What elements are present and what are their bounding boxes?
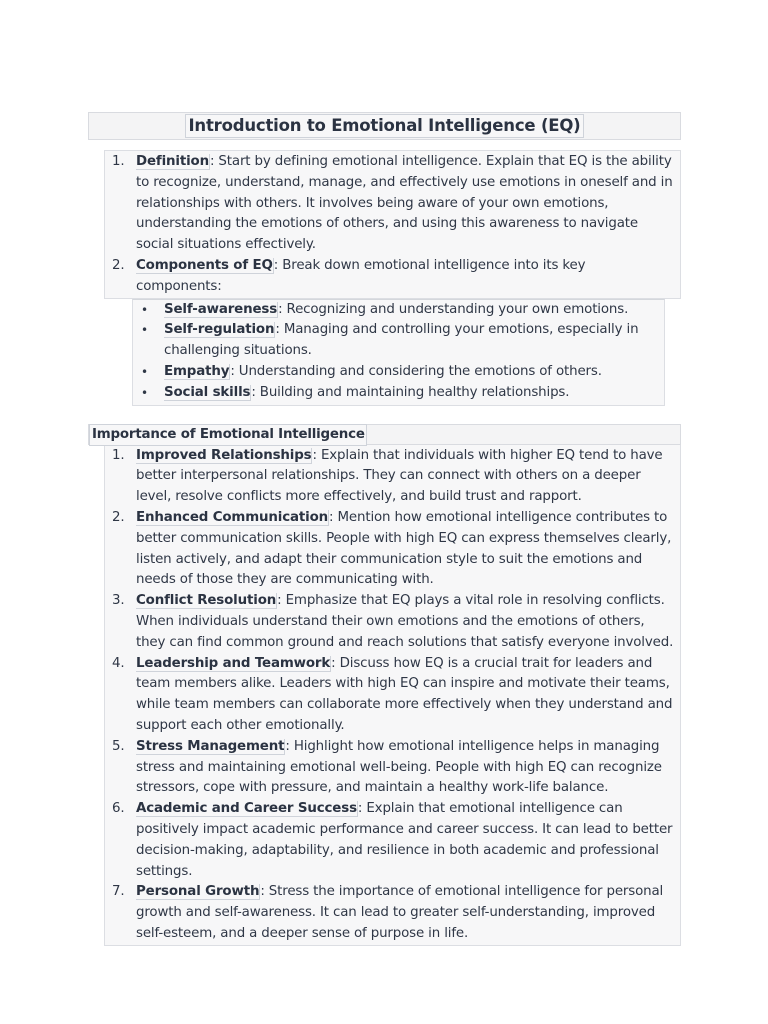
list-number: 4. <box>112 655 125 671</box>
list-number: 2. <box>112 257 125 273</box>
list-item-heading: Conflict Resolution <box>136 593 277 609</box>
bullet-icon: • <box>141 385 148 400</box>
list-item-heading: Stress Management <box>136 738 285 754</box>
bullet-heading: Self-awareness <box>164 301 278 317</box>
list-number: 1. <box>112 154 125 169</box>
bullet-item <box>133 383 664 404</box>
bullet-icon: • <box>141 302 148 317</box>
title-bar <box>88 112 681 140</box>
list-item-text: : Start by defining emotional intelligence. Explain that EQ is the ability to recognize, understand, manage, and effectively use emotions in oneself and in relationships with others. It involves being aware of your own emotions, understanding the emotions of others, and using this awareness to navigate social situations effectively. <box>136 154 673 253</box>
section-heading-row <box>88 424 681 445</box>
bullet-text: : Building and maintaining healthy relationships. <box>251 384 570 400</box>
list-item <box>105 654 680 737</box>
bullet-text: : Understanding and considering the emotions of others. <box>230 363 602 379</box>
list-item <box>105 591 680 653</box>
list-item-text: : Break down emotional intelligence into its key components: <box>136 257 586 294</box>
list-item-definition <box>105 152 680 256</box>
bullet-item <box>133 362 664 383</box>
list-item-heading: Improved Relationships <box>136 447 312 463</box>
importance-list <box>104 445 681 946</box>
list-item-text: : Emphasize that EQ plays a vital role in resolving conflicts. When individuals understand their own emotions and the emotions of others, they can find common ground and reach solutions that satisfy everyone involved. <box>136 593 674 650</box>
list-item <box>105 737 680 799</box>
list-item-heading: Components of EQ <box>136 257 273 273</box>
bullet-heading: Social skills <box>164 384 251 400</box>
list-item <box>105 882 680 944</box>
list-number: 7. <box>112 884 125 900</box>
document-page <box>88 112 681 946</box>
bullet-text: : Managing and controlling your emotions, especially in challenging situations. <box>164 322 639 359</box>
section-heading: Importance of Emotional Intelligence <box>89 424 367 446</box>
bullet-heading: Self-regulation <box>164 322 275 338</box>
list-item-components <box>105 256 680 298</box>
list-number: 1. <box>112 447 125 463</box>
list-item-text: : Highlight how emotional intelligence helps in managing stress and maintaining emotional well-being. People with high EQ can recognize stressors, cope with pressure, and maintain a healthy work-life balance. <box>136 738 662 796</box>
list-item-heading: Academic and Career Success <box>136 801 357 817</box>
list-item-text: : Explain that individuals with higher EQ tend to have better interpersonal relationships. They can connect with others on a deeper level, resolve conflicts more effectively, and build trust and rapport. <box>136 447 663 505</box>
list-item-text: : Stress the importance of emotional intelligence for personal growth and self-awareness. It can lead to greater self-understanding, improved self-esteem, and a deeper sense of purpose in life. <box>136 884 664 941</box>
list-item-heading: Leadership and Teamwork <box>136 655 331 671</box>
bullet-icon: • <box>141 364 148 379</box>
bullet-heading: Empathy <box>164 363 230 379</box>
list-item-text: : Explain that emotional intelligence can positively impact academic performance and career success. It can lead to better decision-making, adaptability, and resilience in both academic and professional settings. <box>136 801 673 879</box>
components-list <box>132 299 665 406</box>
list-number: 2. <box>112 509 125 525</box>
list-number: 6. <box>112 801 125 817</box>
bullet-icon: • <box>141 323 148 338</box>
list-item-heading: Definition <box>136 154 209 169</box>
list-number: 5. <box>112 738 125 754</box>
list-item <box>105 799 680 882</box>
list-item <box>105 508 680 591</box>
list-number: 3. <box>112 593 125 609</box>
bullet-item <box>133 320 664 362</box>
list-item-heading: Personal Growth <box>136 884 260 900</box>
bullet-item <box>133 300 664 321</box>
list-item-heading: Enhanced Communication <box>136 509 329 525</box>
list-item <box>105 446 680 508</box>
bullet-text: : Recognizing and understanding your own emotions. <box>278 301 629 317</box>
list-item-text: : Discuss how EQ is a crucial trait for leaders and team members alike. Leaders with high EQ can inspire and motivate their teams, while team members can collaborate more effectively when they understand and support each other emotionally. <box>136 655 673 733</box>
list-item-text: : Mention how emotional intelligence contributes to better communication skills. People with high EQ can express themselves clearly, listen actively, and adapt their communication style to suit the emotions and needs of those they are communicating with. <box>136 509 672 588</box>
page-title: Introduction to Emotional Intelligence (EQ) <box>185 114 583 138</box>
intro-list <box>104 150 681 299</box>
